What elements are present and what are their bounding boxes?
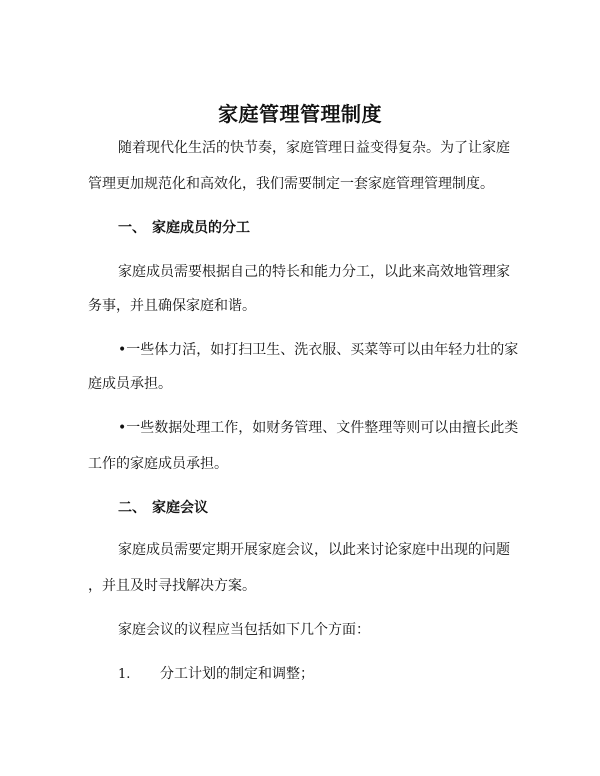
section-1-para-line-2: 务事，并且确保家庭和谐。 (88, 298, 256, 314)
section-2-number: 二、 (118, 500, 146, 516)
bullet-item-2-line-2: 工作的家庭成员承担。 (88, 456, 228, 472)
intro-line-2: 管理更加规范化和高效化，我们需要制定一套家庭管理管理制度。 (88, 176, 494, 192)
bullet-icon: • (118, 342, 127, 358)
bullet-item-1-line-1 (118, 340, 518, 360)
bullet-item-1-text: 一些体力活，如打扫卫生、洗衣服、买菜等可以由年轻力壮的家 (126, 342, 519, 358)
section-1-para-line-1: 家庭成员需要根据自己的特长和能力分工，以此来高效地管理家 (118, 264, 510, 280)
section-2-para-line-2: ，并且及时寻找解决方案。 (88, 578, 256, 594)
section-2-para-line-1: 家庭成员需要定期开展家庭会议，以此来讨论家庭中出现的问题 (118, 542, 510, 558)
bullet-item-1-line-2: 庭成员承担。 (88, 376, 172, 392)
list-item-1 (118, 664, 314, 685)
section-1-heading (118, 218, 250, 238)
section-1-title: 家庭成员的分工 (152, 220, 250, 236)
bullet-item-2-text: 一些数据处理工作，如财务管理、文件整理等则可以由擅长此类 (126, 420, 519, 436)
page-title: 家庭管理管理制度 (218, 102, 382, 126)
section-2-heading (118, 498, 208, 518)
intro-line-1: 随着现代化生活的快节奏，家庭管理日益变得复杂。为了让家庭 (118, 140, 510, 156)
agenda-intro: 家庭会议的议程应当包括如下几个方面： (118, 622, 370, 638)
section-2-title: 家庭会议 (152, 500, 208, 516)
list-item-number: 1. (118, 667, 131, 682)
bullet-item-2-line-1 (118, 418, 518, 438)
section-1-number: 一、 (118, 220, 146, 236)
list-item-text: 分工计划的制定和调整； (160, 666, 314, 682)
bullet-icon: • (118, 420, 127, 436)
